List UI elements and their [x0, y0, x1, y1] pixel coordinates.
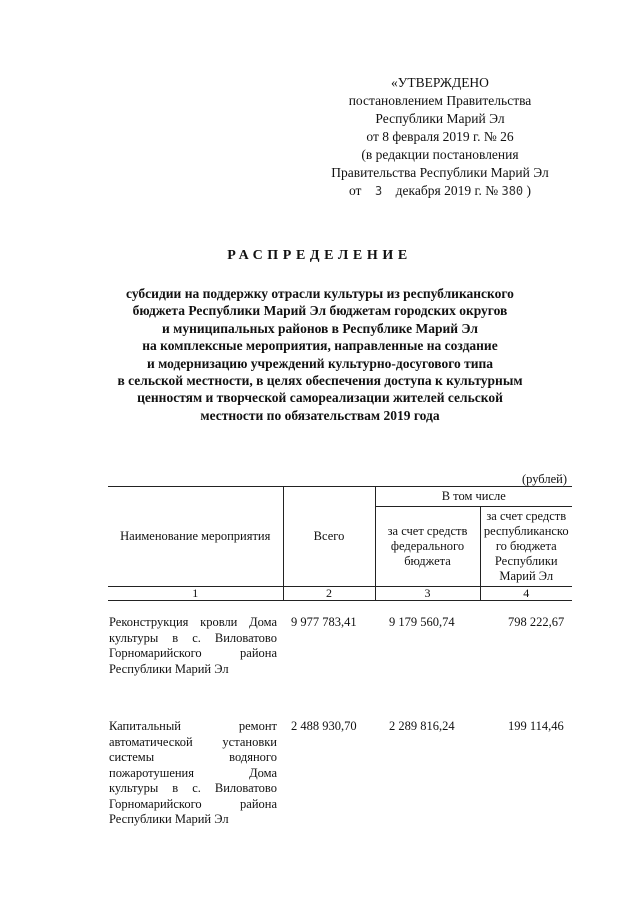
header-republican: за счет средств республиканско го бюджета Республики Марий Эл [480, 507, 572, 587]
approval-line: (в редакции постановления [361, 147, 519, 162]
row-name: Реконструкция кровли Дома культуры в с. Виловатово Горномарийского района Республики Марий Эл [109, 615, 277, 676]
approval-line: Правительства Республики Марий Эл [331, 165, 549, 180]
column-number: 2 [283, 587, 375, 601]
subtitle-line: на комплексные мероприятия, направленные на создание [142, 338, 498, 354]
subtitle-line: местности по обязательствам 2019 года [200, 407, 440, 423]
header-federal: за счет средств федерального бюджета [375, 507, 480, 587]
document-subtitle [95, 285, 545, 424]
column-number: 3 [375, 587, 480, 601]
approval-line: Республики Марий Эл [375, 111, 505, 126]
approval-suffix: ) [526, 183, 532, 198]
row-republican: 199 114,46 [508, 719, 564, 733]
unit-label: (рублей) [521, 472, 567, 486]
approval-line: «УТВЕРЖДЕНО [391, 75, 489, 90]
table-row [108, 705, 572, 828]
row-federal: 9 179 560,74 [389, 615, 455, 629]
subtitle-line: бюджета Республики Марий Эл бюджетам городских округов [132, 303, 508, 319]
row-federal: 2 289 816,24 [389, 719, 455, 733]
approval-number: 380 [501, 184, 524, 198]
column-number: 4 [480, 587, 572, 601]
subtitle-line: и муниципальных районов в Республике Марий Эл [162, 320, 478, 336]
subtitle-line: ценностям и творческой самореализации жителей сельской [137, 390, 503, 406]
row-total: 9 977 783,41 [291, 615, 357, 629]
approval-day: 3 [374, 184, 383, 198]
header-name: Наименование мероприятия [108, 487, 283, 587]
column-number: 1 [108, 587, 283, 601]
row-republican: 798 222,67 [508, 615, 565, 629]
document-title: РАСПРЕДЕЛЕНИЕ [227, 248, 412, 263]
distribution-table [108, 486, 572, 828]
header-including: В том числе [375, 487, 572, 507]
approval-stamp [300, 74, 580, 200]
subtitle-line: субсидии на поддержку отрасли культуры из республиканского [126, 286, 514, 301]
header-total: Всего [283, 487, 375, 587]
approval-prefix: от [348, 183, 362, 198]
approval-middle: декабря 2019 г. № [395, 183, 499, 198]
subtitle-line: в сельской местности, в целях обеспечения доступа к культурным [117, 373, 523, 389]
row-name: Капитальный ремонт автоматической установки системы водяного пожаротушения Дома культуры в с. Виловатово Горномарийского района Республики Марий Эл [109, 719, 277, 826]
subtitle-line: и модернизацию учреждений культурно-досугового типа [146, 355, 494, 371]
table-row [108, 601, 572, 706]
approval-line: от 8 февраля 2019 г. № 26 [366, 129, 514, 144]
approval-line: постановлением Правительства [348, 93, 532, 108]
column-number-row [108, 587, 572, 601]
approval-line-date [300, 182, 580, 200]
row-total: 2 488 930,70 [291, 719, 357, 733]
